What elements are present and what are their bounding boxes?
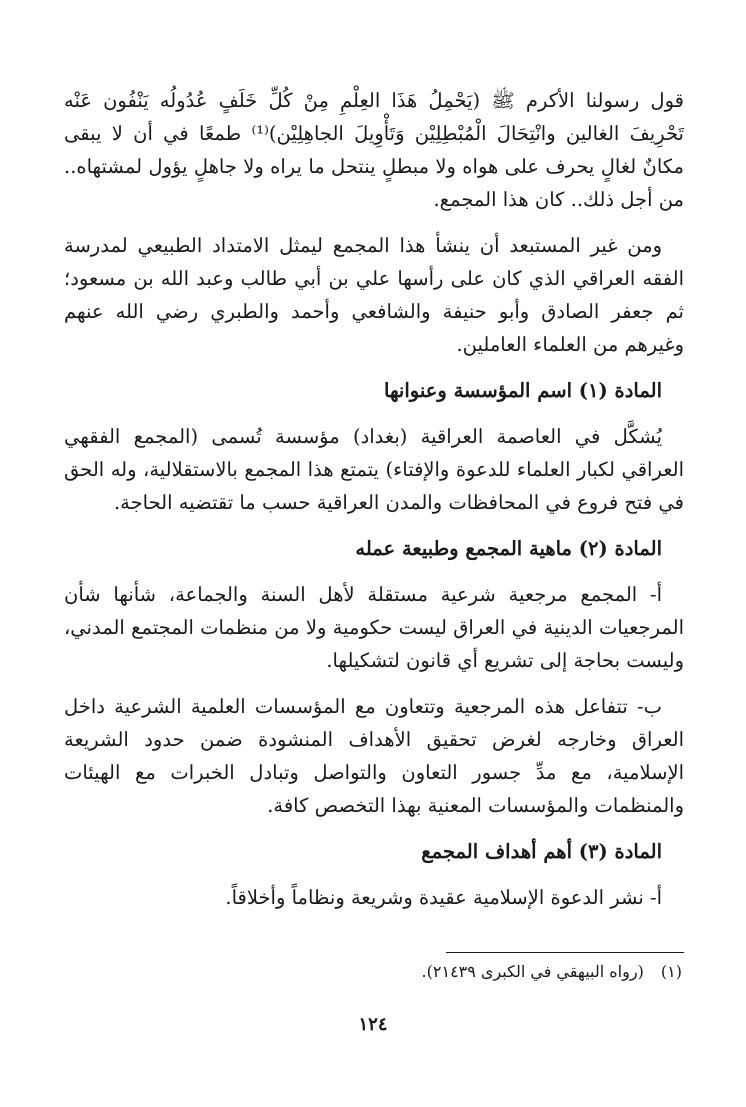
footnote <box>422 960 682 984</box>
page-number: ١٢٤ <box>358 1014 388 1035</box>
paragraph-article-2-b: ب- تتفاعل هذه المرجعية وتتعاون مع المؤسسات العلمية الشرعية داخل العراق وخارجه لغرض تحقيق الأهداف المنشودة ضمن حدود الشريعة الإسلامية، مع مدِّ جسور التعاون والتواصل وتبادل الخبرات مع الهيئات والمنظمات والمؤسسات المعنية بهذا التخصص كافة. <box>64 695 684 817</box>
main-text <box>64 84 684 927</box>
paragraph-article-1: يُشكَّل في العاصمة العراقية (بغداد) مؤسسة تُسمى (المجمع الفقهي العراقي لكبار العلماء للدعوة والإفتاء) يتمتع هذا المجمع بالاستقلالية، وله الحق في فتح فروع في المحافظات والمدن العراقية حسب ما تقتضيه الحاجة. <box>64 425 684 514</box>
footnote-text: (رواه البيهقي في الكبرى ٢١٤٣٩). <box>421 962 644 981</box>
paragraph-hadith-intro: قول رسولنا الأكرم ﷺ (يَحْمِلُ هَذَا العِلْمِ مِنْ كُلِّ خَلَفٍ عُدُولُه يَنْفُون عَنْه تَحْرِيفَ الغالين وانْتِحَالَ الْمُبْطِلِيْن وَتَأْوِيلَ الجاهِلِيْن)⁽¹⁾ طمعًا في أن لا يبقى مكانٌ لغالٍ يحرف على هواه ولا مبطلٍ ينتحل ما يراه ولا جاهلٍ يؤول لمشتهاه.. من أجل ذلك.. كان هذا المجمع. <box>64 89 684 211</box>
heading-article-1: المادة (١) اسم المؤسسة وعنوانها <box>384 379 662 402</box>
paragraph-article-3-a: أ- نشر الدعوة الإسلامية عقيدة وشريعة ونظاماً وأخلاقاً. <box>225 886 662 909</box>
paragraph-article-2-a: أ- المجمع مرجعية شرعية مستقلة لأهل السنة والجماعة، شأنها شأن المرجعيات الدينية في العراق ليست حكومية ولا من منظمات المجتمع المدني، وليست بحاجة إلى تشريع أي قانون لتشكيلها. <box>64 583 684 672</box>
footnote-number: (١) <box>660 962 682 981</box>
heading-article-2: المادة (٢) ماهية المجمع وطبيعة عمله <box>355 537 662 560</box>
paragraph-iraqi-school: ومن غير المستبعد أن ينشأ هذا المجمع ليمثل الامتداد الطبيعي لمدرسة الفقه العراقي الذي كان على رأسها علي بن أبي طالب وعبد الله بن مسعود؛ ثم جعفر الصادق وأبو حنيفة والشافعي وأحمد والطبري رضي الله عنهم وغيرهم من العلماء العاملين. <box>64 234 684 356</box>
heading-article-3: المادة (٣) أهم أهداف المجمع <box>421 840 662 863</box>
footnote-divider <box>446 952 684 953</box>
